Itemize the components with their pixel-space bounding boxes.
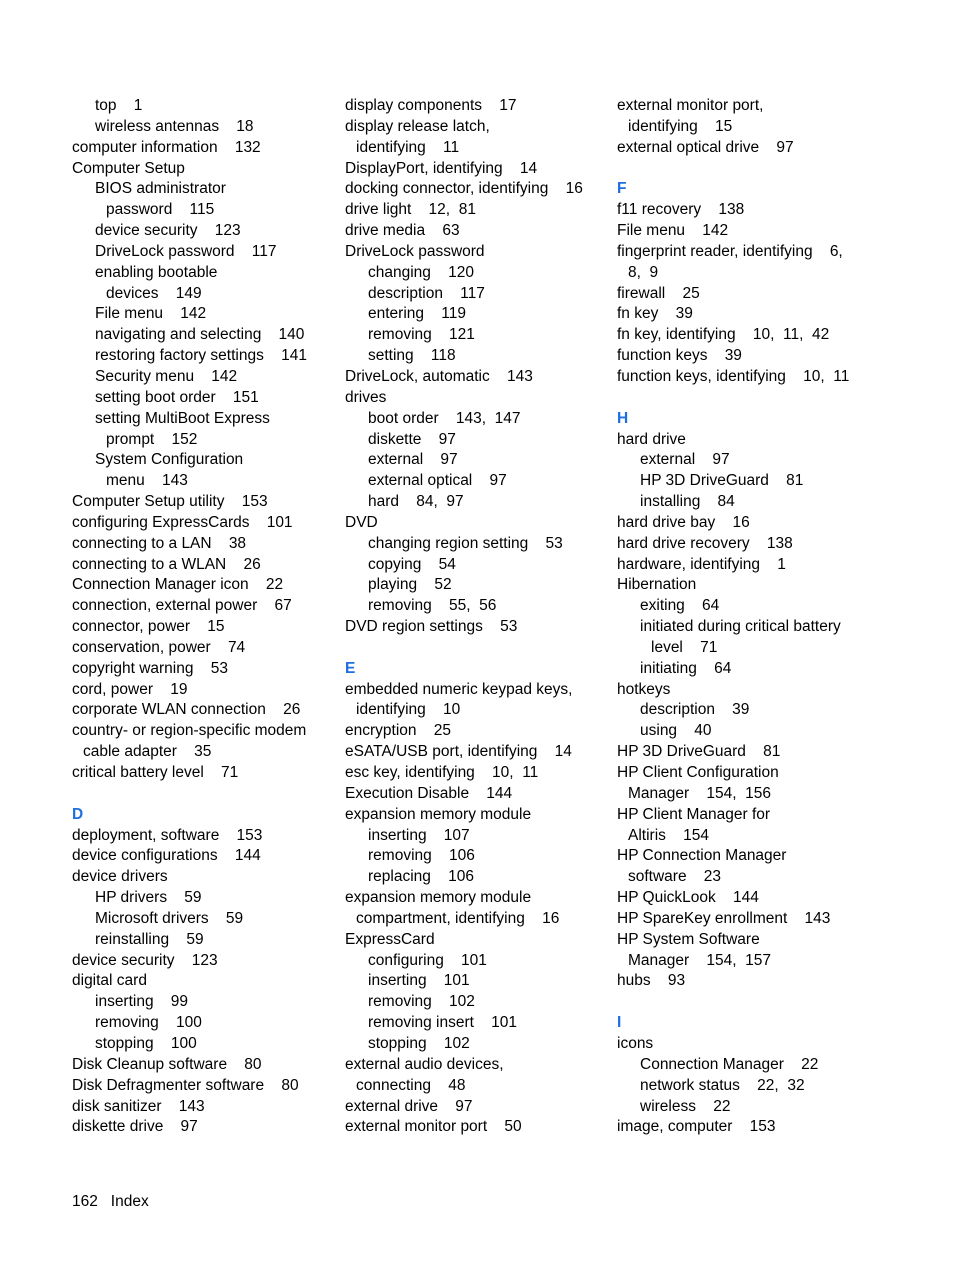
index-subentry: copying 54 <box>368 555 456 573</box>
index-subentry: stopping 100 <box>95 1034 197 1052</box>
index-entry: Connection Manager icon 22 <box>72 576 284 594</box>
section-gap <box>345 638 610 659</box>
index-column-3 <box>617 96 882 1138</box>
index-subentry: Security menu 142 <box>95 367 238 385</box>
index-entry: function keys 39 <box>617 347 742 365</box>
index-subentry: menu 143 <box>106 472 188 490</box>
index-entry: docking connector, identifying 16 <box>345 180 583 198</box>
index-entry: external audio devices, <box>345 1055 504 1073</box>
index-entry: hard drive recovery 138 <box>617 534 793 552</box>
index-subentry: description 117 <box>368 284 485 302</box>
index-entry: HP Connection Manager <box>617 847 787 865</box>
index-subentry: setting MultiBoot Express <box>95 409 270 427</box>
index-entry: critical battery level 71 <box>72 764 239 781</box>
index-entry: configuring ExpressCards 101 <box>72 513 293 531</box>
index-entry: external drive 97 <box>345 1097 473 1115</box>
index-letter-heading: D <box>72 805 84 823</box>
section-gap <box>617 159 882 180</box>
index-entry: hardware, identifying 1 <box>617 555 786 573</box>
index-entry: connector, power 15 <box>72 618 225 636</box>
index-entry: eSATA/USB port, identifying 14 <box>345 743 572 761</box>
index-subentry: removing 55, 56 <box>368 597 497 615</box>
index-entry: encryption 25 <box>345 722 451 740</box>
index-subentry: setting boot order 151 <box>95 388 259 406</box>
index-subentry: hard 84, 97 <box>368 493 464 511</box>
index-subentry: Altiris 154 <box>628 826 709 844</box>
section-gap <box>617 388 882 409</box>
index-column-2 <box>345 96 610 1138</box>
index-subentry: Manager 154, 156 <box>628 784 772 802</box>
index-entry: Execution Disable 144 <box>345 784 513 802</box>
index-subentry: initiated during critical battery <box>640 618 841 636</box>
index-subentry: changing region setting 53 <box>368 534 563 552</box>
index-subentry: network status 22, 32 <box>640 1076 805 1094</box>
index-subentry: external 97 <box>640 451 730 469</box>
index-entry: Computer Setup <box>72 159 185 177</box>
index-entry: country- or region-specific modem <box>72 722 307 740</box>
index-entry: corporate WLAN connection 26 <box>72 701 301 719</box>
page-number: 162 <box>72 1193 98 1210</box>
index-subentry: boot order 143, 147 <box>368 409 521 427</box>
index-subentry: compartment, identifying 16 <box>356 909 560 927</box>
index-entry: DriveLock, automatic 143 <box>345 367 533 385</box>
section-gap <box>72 784 337 805</box>
index-subentry: Connection Manager 22 <box>640 1055 819 1073</box>
index-entry: Disk Cleanup software 80 <box>72 1055 262 1073</box>
index-entry: device drivers <box>72 868 168 886</box>
index-entry: connecting to a LAN 38 <box>72 534 247 552</box>
section-name: Index <box>110 1193 149 1210</box>
index-entry: ExpressCard <box>345 930 435 948</box>
index-subentry: cable adapter 35 <box>83 743 212 761</box>
index-subentry: identifying 10 <box>356 701 461 719</box>
index-subentry: reinstalling 59 <box>95 930 204 948</box>
index-subentry: navigating and selecting 140 <box>95 326 305 344</box>
index-subentry: System Configuration <box>95 451 244 469</box>
index-entry: drive light 12, 81 <box>345 201 476 219</box>
index-entry: hard drive bay 16 <box>617 513 750 531</box>
index-subentry: setting 118 <box>368 347 456 365</box>
index-entry: display release latch, <box>345 117 490 135</box>
index-subentry: connecting 48 <box>356 1076 466 1094</box>
index-letter-heading: I <box>617 1014 622 1032</box>
index-entry: computer information 132 <box>72 138 261 156</box>
index-subentry: Manager 154, 157 <box>628 951 772 969</box>
index-entry: fn key 39 <box>617 305 693 323</box>
index-entry: DVD region settings 53 <box>345 618 518 636</box>
index-entry: hubs 93 <box>617 972 686 990</box>
index-subentry: exiting 64 <box>640 597 720 615</box>
index-subentry: enabling bootable <box>95 263 218 281</box>
index-entry: Disk Defragmenter software 80 <box>72 1076 299 1094</box>
index-entry: external monitor port 50 <box>345 1118 522 1136</box>
index-entry: copyright warning 53 <box>72 659 228 677</box>
index-subentry: diskette 97 <box>368 430 456 448</box>
index-subentry: top 1 <box>95 97 143 114</box>
index-subentry: prompt 152 <box>106 430 198 448</box>
index-subentry: configuring 101 <box>368 951 487 969</box>
index-entry: device security 123 <box>72 951 218 969</box>
index-subentry: password 115 <box>106 201 215 219</box>
index-entry: hotkeys <box>617 680 671 698</box>
index-entry: fingerprint reader, identifying 6, <box>617 242 843 260</box>
index-subentry: wireless antennas 18 <box>95 117 254 135</box>
index-subentry: device security 123 <box>95 222 241 240</box>
index-subentry: Microsoft drivers 59 <box>95 909 244 927</box>
index-entry: fn key, identifying 10, 11, 42 <box>617 326 830 344</box>
index-subentry: removing 121 <box>368 326 475 344</box>
index-entry: deployment, software 153 <box>72 826 263 844</box>
index-entry: image, computer 153 <box>617 1118 776 1136</box>
index-subentry: identifying 15 <box>628 117 733 135</box>
index-subentry: external 97 <box>368 451 458 469</box>
index-subentry: using 40 <box>640 722 712 740</box>
index-subentry: HP 3D DriveGuard 81 <box>640 472 804 490</box>
index-subentry: wireless 22 <box>640 1097 731 1115</box>
index-entry: HP 3D DriveGuard 81 <box>617 743 781 761</box>
index-entry: connecting to a WLAN 26 <box>72 555 261 573</box>
index-entry: HP Client Configuration <box>617 764 779 781</box>
index-subentry: level 71 <box>651 638 718 656</box>
index-subentry: DriveLock password 117 <box>95 242 277 260</box>
index-subentry: inserting 99 <box>95 993 189 1011</box>
index-letter-heading: E <box>345 659 356 677</box>
index-entry: File menu 142 <box>617 222 729 240</box>
index-subentry: external optical 97 <box>368 472 507 490</box>
index-letter-heading: F <box>617 180 627 198</box>
index-entry: DisplayPort, identifying 14 <box>345 159 538 177</box>
index-entry: embedded numeric keypad keys, <box>345 680 573 698</box>
index-entry: esc key, identifying 10, 11 <box>345 764 539 781</box>
index-entry: icons <box>617 1034 654 1052</box>
index-entry: connection, external power 67 <box>72 597 292 615</box>
index-column-1 <box>72 96 337 1138</box>
index-entry: expansion memory module <box>345 889 532 907</box>
index-entry: f11 recovery 138 <box>617 201 745 219</box>
index-entry: HP System Software <box>617 930 760 948</box>
index-entry: drive media 63 <box>345 222 460 240</box>
index-entry: hard drive <box>617 430 686 448</box>
index-letter-heading: H <box>617 409 629 427</box>
index-entry: HP QuickLook 144 <box>617 889 759 907</box>
index-entry: function keys, identifying 10, 11 <box>617 367 850 385</box>
index-subentry: description 39 <box>640 701 750 719</box>
index-entry: cord, power 19 <box>72 680 188 698</box>
index-entry: HP SpareKey enrollment 143 <box>617 909 831 927</box>
index-entry: firewall 25 <box>617 284 700 302</box>
section-gap <box>617 992 882 1013</box>
index-entry: DriveLock password <box>345 242 485 260</box>
index-entry: HP Client Manager for <box>617 805 771 823</box>
index-subentry: installing 84 <box>640 493 735 511</box>
index-entry: digital card <box>72 972 147 990</box>
index-subentry: replacing 106 <box>368 868 474 886</box>
index-subentry: 8, 9 <box>628 263 659 281</box>
index-subentry: devices 149 <box>106 284 202 302</box>
index-entry: Computer Setup utility 153 <box>72 493 268 511</box>
index-entry: disk sanitizer 143 <box>72 1097 205 1115</box>
index-subentry: removing insert 101 <box>368 1014 518 1032</box>
index-entry: conservation, power 74 <box>72 638 246 656</box>
index-subentry: identifying 11 <box>356 138 460 156</box>
index-subentry: inserting 107 <box>368 826 470 844</box>
index-subentry: BIOS administrator <box>95 180 226 198</box>
index-subentry: inserting 101 <box>368 972 470 990</box>
index-entry: diskette drive 97 <box>72 1118 198 1136</box>
index-entry: drives <box>345 388 387 406</box>
index-entry: DVD <box>345 513 378 531</box>
index-subentry: playing 52 <box>368 576 452 594</box>
index-subentry: restoring factory settings 141 <box>95 347 307 365</box>
index-entry: display components 17 <box>345 97 517 114</box>
index-subentry: removing 102 <box>368 993 475 1011</box>
index-subentry: initiating 64 <box>640 659 732 677</box>
index-entry: device configurations 144 <box>72 847 261 865</box>
index-subentry: changing 120 <box>368 263 475 281</box>
index-subentry: entering 119 <box>368 305 466 323</box>
index-subentry: removing 106 <box>368 847 475 865</box>
index-subentry: software 23 <box>628 868 722 886</box>
index-entry: external monitor port, <box>617 97 764 114</box>
page-footer <box>72 1192 149 1212</box>
index-entry: Hibernation <box>617 576 697 594</box>
index-subentry: File menu 142 <box>95 305 207 323</box>
index-subentry: stopping 102 <box>368 1034 470 1052</box>
index-entry: external optical drive 97 <box>617 138 794 156</box>
index-subentry: HP drivers 59 <box>95 889 202 907</box>
index-subentry: removing 100 <box>95 1014 202 1032</box>
index-entry: expansion memory module <box>345 805 532 823</box>
